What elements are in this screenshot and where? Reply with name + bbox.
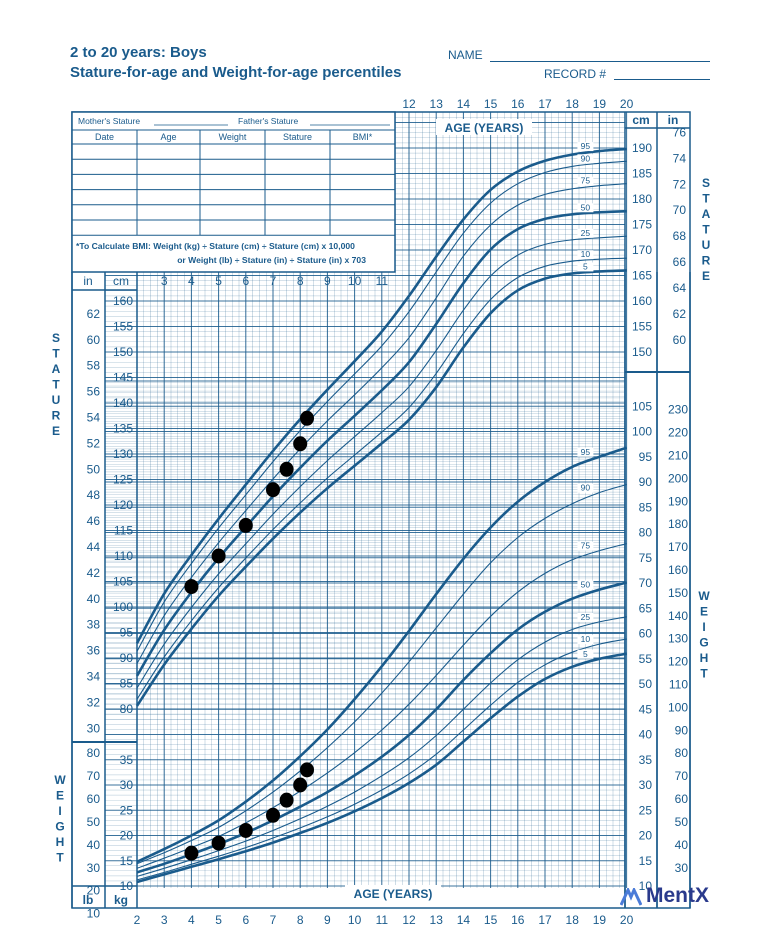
x-tick-label-bottom: 2 xyxy=(133,913,141,927)
weight-axis-title-left-letter: G xyxy=(55,819,65,834)
stature-in-tick-left: 36 xyxy=(86,643,100,658)
stature-cm-tick-left: 85 xyxy=(119,676,133,691)
weight-lb-tick-right: 50 xyxy=(674,814,688,829)
stature-in-tick-left: 50 xyxy=(86,462,100,477)
stature-cm-tick-left: 125 xyxy=(112,472,133,487)
x-tick-label-top: 18 xyxy=(565,97,579,111)
x-tick-label-inner: 11 xyxy=(375,274,389,288)
stature-axis-title-right-letter: E xyxy=(701,269,711,283)
x-tick-label-inner: 9 xyxy=(324,274,331,288)
x-tick-label-bottom: 14 xyxy=(456,913,471,927)
weight-curve-label: 5 xyxy=(583,648,588,659)
stature-axis-title-left-letter: R xyxy=(51,408,61,423)
stature-axis-title-left-letter: T xyxy=(52,346,60,361)
stature-measurement-dot xyxy=(293,436,307,451)
stature-unit-in-left: in xyxy=(83,274,93,288)
brand-name xyxy=(624,884,709,908)
stature-in-tick-right: 72 xyxy=(672,177,686,192)
weight-lb-tick-right: 160 xyxy=(667,562,688,577)
stature-measurement-dot xyxy=(184,579,198,594)
measurement-table xyxy=(72,112,395,272)
stature-in-tick-right: 62 xyxy=(672,306,686,321)
weight-lb-tick-left: 50 xyxy=(86,814,100,829)
stature-curve-label: 95 xyxy=(580,141,591,152)
weight-kg-tick-right: 60 xyxy=(638,626,652,641)
stature-cm-tick-left: 140 xyxy=(112,396,133,410)
x-tick-label-inner: 8 xyxy=(296,274,304,288)
stature-cm-tick-right: 170 xyxy=(631,243,652,257)
weight-lb-tick-right: 130 xyxy=(667,631,688,646)
weight-axis-title-left-letter: W xyxy=(54,773,66,787)
weight-lb-tick-right: 60 xyxy=(674,792,688,807)
stature-curve-label: 75 xyxy=(580,175,591,186)
stature-measurement-dot xyxy=(266,482,280,497)
fathers-stature-label: Father's Stature xyxy=(238,116,299,126)
weight-curve-label: 90 xyxy=(580,482,591,493)
x-tick-label-top: 17 xyxy=(538,97,552,111)
stature-curve-label: 50 xyxy=(580,202,591,213)
weight-axis-title-right-letter: W xyxy=(698,589,710,603)
weight-kg-tick-right: 100 xyxy=(631,424,652,439)
weight-kg-tick-left: 15 xyxy=(119,853,133,868)
stature-cm-tick-right: 185 xyxy=(631,166,652,181)
weight-kg-tick-left: 25 xyxy=(119,803,133,818)
stature-axis-title-left-letter: A xyxy=(51,362,61,376)
x-tick-label-bottom: 19 xyxy=(592,913,607,927)
x-tick-label-bottom: 11 xyxy=(375,913,389,927)
table-column-header: Stature xyxy=(282,132,313,142)
weight-kg-tick-right: 50 xyxy=(638,677,652,691)
stature-in-tick-left: 34 xyxy=(86,669,100,684)
stature-curve-label: 5 xyxy=(583,261,588,272)
weight-kg-tick-right: 15 xyxy=(638,853,652,868)
weight-curve-label: 50 xyxy=(580,579,591,590)
weight-kg-tick-right: 10 xyxy=(638,879,652,893)
x-tick-label-bottom: 13 xyxy=(429,913,443,927)
weight-lb-tick-left: 10 xyxy=(86,906,100,921)
bmi-note-line2: or Weight (lb) ÷ Stature (in) ÷ Stature (in) x 703 xyxy=(177,255,366,265)
weight-axis-title-left-letter: H xyxy=(55,835,65,849)
weight-lb-tick-left: 80 xyxy=(86,746,100,761)
stature-axis-title-right-letter: T xyxy=(702,222,710,237)
weight-measurement-dot xyxy=(212,836,226,851)
stature-in-tick-left: 52 xyxy=(86,436,100,451)
x-tick-label-bottom: 4 xyxy=(188,913,195,927)
stature-cm-tick-left: 150 xyxy=(112,345,133,359)
stature-cm-tick-left: 160 xyxy=(112,294,133,308)
x-tick-label-top: 12 xyxy=(402,97,416,111)
x-tick-label-bottom: 15 xyxy=(483,913,498,927)
stature-curve-label: 90 xyxy=(580,153,591,164)
stature-in-tick-left: 48 xyxy=(86,488,100,503)
stature-measurement-dot xyxy=(300,411,314,426)
stature-in-tick-right: 74 xyxy=(672,151,686,166)
weight-lb-tick-right: 110 xyxy=(668,677,688,692)
weight-lb-tick-right: 30 xyxy=(674,860,688,875)
stature-unit-cm-right: cm xyxy=(632,113,650,127)
x-tick-label-inner: 6 xyxy=(242,274,250,288)
stature-cm-tick-left: 100 xyxy=(112,600,133,614)
x-tick-label-inner: 5 xyxy=(215,274,222,288)
weight-curve-label: 75 xyxy=(580,540,591,551)
weight-measurement-dot xyxy=(300,762,314,777)
weight-kg-tick-right: 25 xyxy=(638,803,652,818)
stature-in-tick-right: 76 xyxy=(672,125,686,140)
table-column-header: Date xyxy=(94,132,115,142)
weight-lb-tick-right: 210 xyxy=(667,448,688,463)
weight-lb-tick-right: 40 xyxy=(674,837,688,852)
weight-lb-tick-right: 120 xyxy=(667,654,688,669)
weight-lb-tick-right: 150 xyxy=(667,585,688,600)
weight-axis-title-right-letter: T xyxy=(700,666,708,681)
weight-kg-tick-right: 70 xyxy=(638,576,652,590)
weight-kg-tick-right: 80 xyxy=(638,525,652,540)
stature-in-tick-left: 42 xyxy=(86,565,100,580)
x-tick-label-inner: 4 xyxy=(188,274,195,288)
x-tick-label-bottom: 9 xyxy=(324,913,331,927)
weight-kg-tick-right: 105 xyxy=(631,399,652,414)
mothers-stature-label: Mother's Stature xyxy=(78,116,141,126)
weight-lb-tick-left: 70 xyxy=(86,769,100,784)
weight-lb-tick-right: 170 xyxy=(667,540,688,555)
weight-lb-tick-left: 20 xyxy=(86,883,100,898)
stature-cm-tick-right: 160 xyxy=(631,294,652,308)
weight-axis-title-right-letter: G xyxy=(699,635,709,650)
weight-kg-tick-right: 75 xyxy=(638,550,652,565)
stature-cm-tick-right: 175 xyxy=(631,217,652,232)
stature-axis-title-right-letter: R xyxy=(701,253,711,268)
weight-lb-tick-right: 180 xyxy=(667,517,688,532)
stature-in-tick-left: 40 xyxy=(86,591,100,606)
weight-lb-tick-right: 140 xyxy=(667,608,688,623)
stature-axis-title-right-letter: S xyxy=(701,176,711,190)
stature-in-tick-left: 56 xyxy=(86,384,100,399)
name-label: NAME xyxy=(448,48,483,62)
weight-curve-label: 95 xyxy=(580,446,591,457)
weight-curve-label: 25 xyxy=(580,611,591,622)
weight-kg-tick-left: 20 xyxy=(119,828,133,843)
stature-in-tick-left: 44 xyxy=(86,540,100,555)
weight-kg-tick-left: 35 xyxy=(119,752,133,767)
weight-lb-tick-right: 80 xyxy=(674,746,688,761)
weight-lb-tick-right: 100 xyxy=(667,700,688,715)
weight-lb-tick-right: 220 xyxy=(667,425,688,440)
weight-axis-title-left-letter: E xyxy=(55,788,65,803)
x-tick-label-bottom: 20 xyxy=(619,913,634,927)
record-label: RECORD # xyxy=(544,67,607,81)
x-tick-label-top: 14 xyxy=(456,97,471,111)
x-tick-label-inner: 7 xyxy=(269,274,277,288)
stature-cm-tick-left: 145 xyxy=(112,370,133,385)
x-tick-label-inner: 10 xyxy=(347,274,362,288)
stature-axis-title-right-letter: U xyxy=(701,238,711,252)
x-tick-label-inner: 3 xyxy=(160,274,168,288)
x-tick-label-top: 20 xyxy=(619,97,634,111)
stature-cm-tick-left: 110 xyxy=(113,549,133,563)
table-column-header: Age xyxy=(160,132,177,142)
weight-kg-tick-right: 85 xyxy=(638,500,652,515)
stature-unit-cm-left: cm xyxy=(113,274,129,288)
stature-in-tick-left: 46 xyxy=(86,514,100,529)
stature-measurement-dot xyxy=(239,518,253,533)
x-tick-label-bottom: 18 xyxy=(565,913,579,927)
chart-title-line2: Stature-for-age and Weight-for-age percentiles xyxy=(70,64,402,81)
stature-in-tick-left: 58 xyxy=(86,358,100,373)
bmi-note-line1: *To Calculate BMI: Weight (kg) ÷ Stature (cm) ÷ Stature (cm) x 10,000 xyxy=(76,241,355,251)
measurement-points xyxy=(184,411,314,861)
x-tick-label-top: 15 xyxy=(483,97,498,111)
weight-kg-tick-left: 10 xyxy=(119,879,133,893)
x-tick-label-bottom: 17 xyxy=(538,913,552,927)
chart-title-line1: 2 to 20 years: Boys xyxy=(70,44,207,61)
weight-axis-title-right-letter: I xyxy=(702,620,706,634)
weight-unit-kg-left: kg xyxy=(113,893,129,907)
x-tick-label-top: 16 xyxy=(511,97,525,111)
weight-kg-tick-right: 35 xyxy=(638,752,652,767)
weight-lb-tick-left: 60 xyxy=(86,792,100,807)
weight-kg-tick-right: 45 xyxy=(638,702,652,717)
stature-cm-tick-left: 115 xyxy=(113,523,133,538)
stature-in-tick-left: 54 xyxy=(86,410,100,425)
x-tick-label-bottom: 7 xyxy=(269,913,277,927)
weight-kg-tick-right: 90 xyxy=(638,475,652,489)
x-tick-label-top: 13 xyxy=(429,97,443,111)
xlabel-top: AGE (YEARS) xyxy=(444,121,524,135)
x-tick-label-bottom: 8 xyxy=(296,913,304,927)
weight-axis-title-right-letter: H xyxy=(699,651,709,665)
weight-measurement-dot xyxy=(184,846,198,861)
weight-lb-tick-right: 190 xyxy=(667,494,688,509)
stature-in-tick-right: 64 xyxy=(672,280,686,295)
table-column-header: BMI* xyxy=(352,132,373,142)
weight-kg-tick-right: 30 xyxy=(638,778,652,792)
x-tick-label-top: 19 xyxy=(592,97,607,111)
x-tick-label-bottom: 5 xyxy=(215,913,222,927)
weight-axis-title-right-letter: E xyxy=(699,604,709,619)
stature-in-tick-left: 60 xyxy=(86,332,100,347)
stature-unit-in-right: in xyxy=(667,113,679,127)
x-tick-label-bottom: 6 xyxy=(242,913,250,927)
weight-kg-tick-right: 95 xyxy=(638,449,652,464)
weight-kg-tick-right: 65 xyxy=(638,601,652,616)
weight-kg-tick-right: 55 xyxy=(638,651,652,666)
stature-axis-title-left-letter: T xyxy=(52,377,60,392)
stature-cm-tick-left: 105 xyxy=(112,574,133,589)
x-tick-label-bottom: 16 xyxy=(511,913,525,927)
table-column-header: Weight xyxy=(218,132,247,142)
weight-measurement-dot xyxy=(266,808,280,823)
stature-cm-tick-left: 95 xyxy=(119,625,133,640)
stature-curve-label: 25 xyxy=(580,227,591,238)
stature-axis-title-right-letter: T xyxy=(702,191,710,206)
weight-lb-tick-left: 30 xyxy=(86,860,100,875)
weight-lb-tick-right: 230 xyxy=(667,402,688,417)
weight-kg-tick-left: 30 xyxy=(119,778,133,792)
stature-cm-tick-left: 135 xyxy=(112,421,133,436)
weight-measurement-dot xyxy=(280,793,294,808)
weight-lb-tick-left: 40 xyxy=(86,837,100,852)
stature-cm-tick-right: 190 xyxy=(631,141,652,155)
stature-in-tick-right: 60 xyxy=(672,332,686,347)
stature-cm-tick-right: 150 xyxy=(631,345,652,359)
weight-kg-tick-right: 40 xyxy=(638,727,652,742)
stature-cm-tick-right: 155 xyxy=(631,319,652,334)
weight-lb-tick-right: 200 xyxy=(667,471,688,486)
stature-axis-title-left-letter: S xyxy=(51,331,61,345)
weight-lb-tick-right: 90 xyxy=(674,723,688,738)
stature-in-tick-right: 68 xyxy=(672,229,686,244)
weight-lb-tick-right: 70 xyxy=(674,769,688,784)
stature-cm-tick-left: 90 xyxy=(119,651,133,665)
stature-axis-title-right-letter: A xyxy=(701,207,711,221)
stature-axis-title-left-letter: U xyxy=(51,393,61,407)
stature-in-tick-left: 30 xyxy=(86,721,100,736)
stature-cm-tick-left: 130 xyxy=(112,447,133,461)
weight-curve-label: 10 xyxy=(580,634,591,645)
weight-measurement-dot xyxy=(239,823,253,838)
weight-unit-lb-left: lb xyxy=(82,893,94,907)
weight-axis-title-left-letter: I xyxy=(58,804,62,818)
stature-measurement-dot xyxy=(212,549,226,564)
stature-cm-tick-left: 155 xyxy=(112,319,133,334)
brand-name-text: MentX xyxy=(646,884,709,907)
xlabel-bottom: AGE (YEARS) xyxy=(353,887,433,901)
stature-in-tick-right: 66 xyxy=(672,255,686,270)
weight-kg-tick-right: 20 xyxy=(638,828,652,843)
stature-in-tick-left: 38 xyxy=(86,617,100,632)
stature-cm-tick-right: 180 xyxy=(631,192,652,206)
x-tick-label-bottom: 10 xyxy=(347,913,362,927)
x-tick-label-bottom: 12 xyxy=(402,913,416,927)
stature-measurement-dot xyxy=(280,462,294,477)
stature-in-tick-left: 32 xyxy=(86,695,100,710)
stature-cm-tick-left: 80 xyxy=(119,702,133,716)
weight-axis-title-left-letter: T xyxy=(56,850,64,865)
stature-curve-label: 10 xyxy=(580,249,591,260)
weight-measurement-dot xyxy=(293,778,307,793)
stature-cm-tick-left: 120 xyxy=(112,498,133,512)
stature-axis-title-left-letter: E xyxy=(51,424,61,438)
stature-in-tick-right: 70 xyxy=(672,203,686,218)
stature-cm-tick-right: 165 xyxy=(631,268,652,283)
x-tick-label-bottom: 3 xyxy=(160,913,168,927)
stature-in-tick-left: 62 xyxy=(86,306,100,321)
